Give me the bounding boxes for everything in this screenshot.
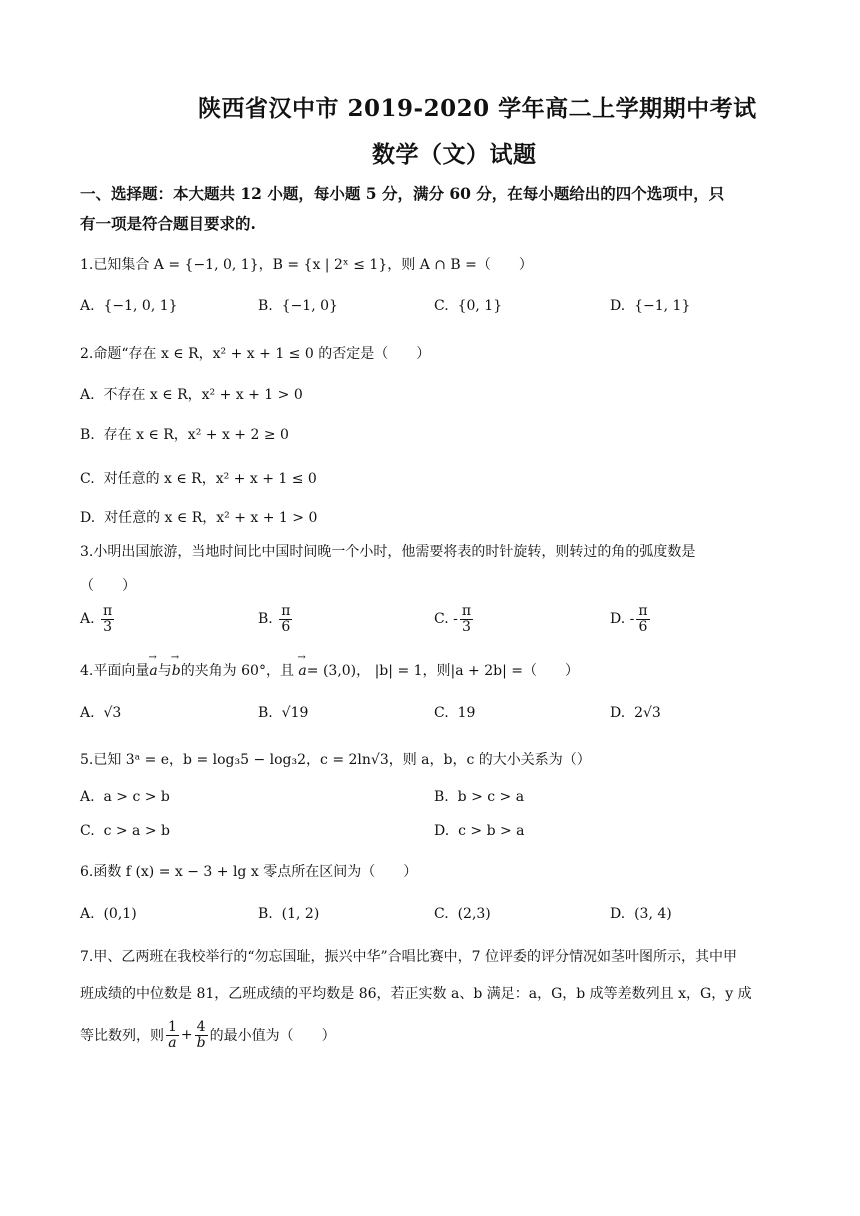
q6-option-d: D. (3, 4) bbox=[610, 906, 672, 922]
fraction-4-over-b: $\frac{4}{b}$ bbox=[196, 1019, 206, 1051]
q1-option-c: C. {0, 1} bbox=[434, 298, 503, 314]
question-7-line1: 7.甲、乙两班在我校举行的“勿忘国耻，振兴中华”合唱比赛中，7 位评委的评分情况如茎叶图所示，其中甲 bbox=[80, 949, 738, 965]
vector-a-2: → a bbox=[298, 663, 306, 679]
q1-option-b: B. {−1, 0} bbox=[258, 298, 338, 314]
question-7-line3: 等比数列，则 $\frac{1}{a}$ + $\frac{4}{b}$ 的最小值为（ ） bbox=[80, 1019, 336, 1051]
q3-option-c: C. - $\frac{\pi}{3}$ bbox=[434, 603, 472, 635]
q1-option-d: D. {−1, 1} bbox=[610, 298, 691, 314]
q3-option-a: A. $\frac{\pi}{3}$ bbox=[80, 603, 113, 635]
q6-option-a: A. (0,1) bbox=[80, 906, 137, 922]
question-5: 5.已知 3ᵃ = e，b = log₃5 − log₃2，c = 2ln√3，则 a，b，c 的大小关系为（） bbox=[80, 752, 591, 768]
page-subtitle: 数学（文）试题 bbox=[372, 141, 537, 168]
q5-option-c: C. c > a > b bbox=[80, 823, 170, 839]
question-6: 6.函数 f (x) = x − 3 + lg x 零点所在区间为（ ） bbox=[80, 864, 418, 880]
q4-option-a: A. √3 bbox=[80, 705, 122, 721]
section-heading-line1: 一、选择题：本大题共 12 小题，每小题 5 分，满分 60 分，在每小题给出的四个选项中，只 bbox=[80, 184, 725, 203]
section-heading-line2: 有一项是符合题目要求的. bbox=[80, 214, 256, 233]
q5-option-a: A. a > c > b bbox=[80, 789, 170, 805]
q5-option-d: D. c > b > a bbox=[434, 823, 525, 839]
question-7-line2: 班成绩的中位数是 81，乙班成绩的平均数是 86，若正实数 a、b 满足：a，G，b 成等差数列且 x，G，y 成 bbox=[80, 986, 752, 1002]
q1-option-a: A. {−1, 0, 1} bbox=[80, 298, 178, 314]
q6-option-c: C. (2,3) bbox=[434, 906, 491, 922]
question-3-line2: （ ） bbox=[80, 578, 136, 594]
page-title: 陕西省汉中市 2019-2020 学年高二上学期期中考试 bbox=[198, 95, 757, 122]
vector-a: → a bbox=[149, 663, 157, 679]
q3-option-b: B. $\frac{\pi}{6}$ bbox=[258, 603, 291, 635]
q2-option-a: A. 不存在 x ∈ R，x² + x + 1 > 0 bbox=[80, 387, 303, 403]
q4-option-b: B. √19 bbox=[258, 705, 309, 721]
question-1: 1.已知集合 A = {−1, 0, 1}，B = {x | 2ˣ ≤ 1}，则 A ∩ B =（ ） bbox=[80, 257, 533, 273]
q2-option-d: D. 对任意的 x ∈ R，x² + x + 1 > 0 bbox=[80, 510, 318, 526]
q4-option-d: D. 2√3 bbox=[610, 705, 661, 721]
q3-option-d: D. - $\frac{\pi}{6}$ bbox=[610, 603, 648, 635]
question-2: 2.命题“存在 x ∈ R，x² + x + 1 ≤ 0 的否定是（ ） bbox=[80, 346, 431, 362]
q2-option-c: C. 对任意的 x ∈ R，x² + x + 1 ≤ 0 bbox=[80, 471, 317, 487]
vector-b: → b bbox=[172, 663, 181, 679]
fraction-1-over-a: $\frac{1}{a}$ bbox=[168, 1019, 177, 1051]
q6-option-b: B. (1, 2) bbox=[258, 906, 320, 922]
question-3-line1: 3.小明出国旅游，当地时间比中国时间晚一个小时，他需要将表的时针旋转，则转过的角的弧度数是 bbox=[80, 544, 696, 560]
q4-option-c: C. 19 bbox=[434, 705, 476, 721]
q5-option-b: B. b > c > a bbox=[434, 789, 525, 805]
q2-option-b: B. 存在 x ∈ R，x² + x + 2 ≥ 0 bbox=[80, 427, 289, 443]
question-4: 4.平面向量→ a与→ b的夹角为 60°，且 → a= (3,0)， |b| = 1，则|a + 2b| =（ ） bbox=[80, 660, 579, 680]
